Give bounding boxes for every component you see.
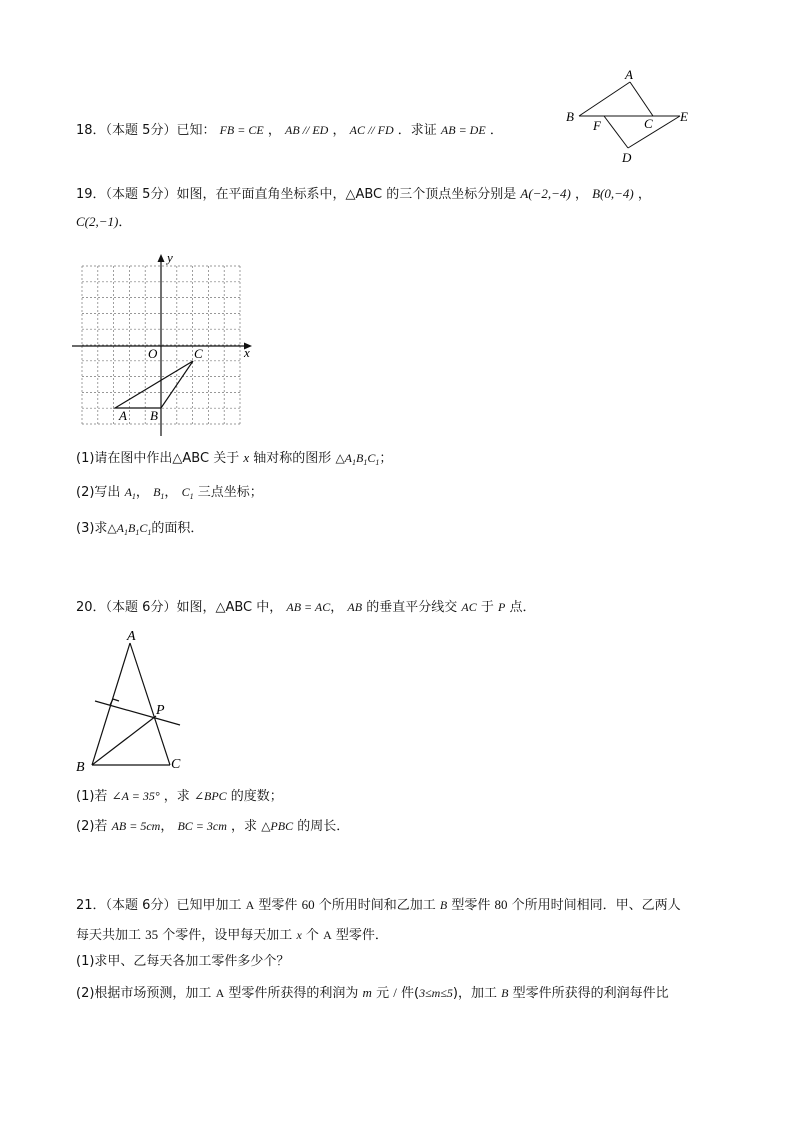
q21-line1: 21．（本题 6分）已知甲加工 A 型零件 60 个所用时间和乙加工 B 型零件 80 个所用时间相同．甲、乙两人 (76, 897, 681, 913)
q19-point-B: B(0,−4) (592, 186, 634, 201)
q21-line3: (1)求甲、乙每天各加工零件多少个？ (76, 954, 290, 969)
q18-label-A: A (625, 67, 633, 82)
q20-figure (70, 625, 200, 775)
q19-label-A: A (119, 408, 127, 423)
q18-label-B: B (566, 109, 574, 124)
q20-eq: AB = AC (286, 600, 331, 614)
q18-label-D: D (622, 150, 632, 165)
q21-line2: 每天共加工 35 个零件，设甲每天加工 x 个 A 型零件． (76, 927, 388, 943)
q20-stem: 20．（本题 6分）如图，△ABC 中， AB = AC， AB 的垂直平分线交 AC 于 P 点． (76, 600, 536, 615)
q20-label-C: C (171, 757, 181, 772)
q19-sub3: (3)求$\triangle A_1B_1C_1$的面积． (76, 521, 204, 537)
q18-stem: 18．（本题 5分）已知： FB = CE ， AB // ED ， AC // FD ．求证 AB = DE ． (76, 123, 503, 138)
q20-label-P: P (156, 703, 165, 718)
q18-cond1: FB = CE (219, 123, 264, 137)
q18-figure (560, 64, 700, 168)
q19-axis-x: x (244, 345, 250, 360)
q19-coordinate-grid (70, 250, 260, 440)
q18-cond3: AC // FD (349, 123, 394, 137)
q19-triangle-A1B1C1: $\triangle A_1B_1C_1$ (335, 451, 380, 467)
q19-origin: O (148, 346, 158, 361)
q20-label-A: A (127, 629, 136, 644)
q19-point-C: C(2,−1) (76, 214, 119, 229)
q19-point-A1: $A_1$ (124, 485, 136, 501)
q18-label-F: F (593, 118, 601, 133)
q20-label-B: B (76, 760, 85, 775)
q18-claim: AB = DE (440, 123, 486, 137)
q19-point-C1: $C_1$ (181, 485, 194, 501)
q19-sub2: (2)写出 $A_1$， $B_1$， $C_1$ 三点坐标； (76, 485, 263, 501)
q19-point-B1: $B_1$ (153, 485, 165, 501)
q19-stem-cont: C(2,−1)． (76, 214, 132, 230)
q19-stem: 19．（本题 5分）如图，在平面直角坐标系中，△ABC 的三个顶点坐标分别是 A(−2,−4) ， B(0,−4) ， (76, 186, 651, 202)
q20-sub1: (1)若 ∠A = 35° ，求 ∠BPC 的度数； (76, 789, 283, 804)
q20-sub2: (2)若 AB = 5cm， BC = 3cm ，求 △PBC 的周长． (76, 819, 350, 834)
q18-label-C: C (644, 116, 653, 131)
q19-label-B: B (150, 408, 158, 423)
q19-sub1: (1)请在图中作出△ABC 关于 x 轴对称的图形 $\triangle A_1B_1C_1$； (76, 450, 393, 467)
q19-point-A: A(−2,−4) (520, 186, 571, 201)
q21-line4: (2)根据市场预测，加工 A 型零件所获得的利润为 m 元 / 件(3≤m≤5)，加工 B 型零件所获得的利润每件比 (76, 985, 669, 1001)
q18-label-E: E (680, 109, 688, 124)
q18-cond2: AB // ED (284, 123, 329, 137)
q19-axis-y: y (167, 250, 173, 265)
q19-label-C: C (194, 346, 203, 361)
